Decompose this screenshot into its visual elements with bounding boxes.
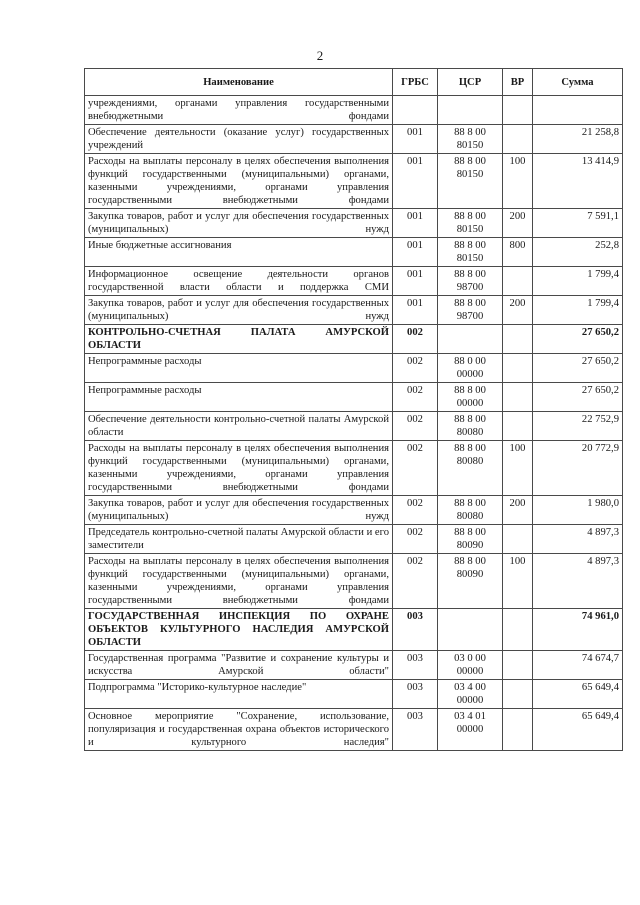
table-row [85,238,623,267]
cell-vr [503,325,533,354]
cell-vr [503,651,533,680]
cell-csr: 88 8 00 80080 [438,496,503,525]
table-row [85,441,623,496]
cell-name: Закупка товаров, работ и услуг для обеспечения государственных (муниципальных) нужд [85,209,393,238]
cell-sum: 1 799,4 [533,296,623,325]
cell-csr [438,96,503,125]
table-row [85,609,623,651]
table-row [85,154,623,209]
table-row [85,651,623,680]
cell-vr: 100 [503,554,533,609]
cell-grbs: 001 [393,125,438,154]
table-row [85,267,623,296]
cell-vr: 100 [503,441,533,496]
cell-name: Председатель контрольно-счетной палаты Амурской области и его заместители [85,525,393,554]
cell-name: Непрограммные расходы [85,354,393,383]
cell-name: Иные бюджетные ассигнования [85,238,393,267]
cell-grbs: 003 [393,651,438,680]
cell-csr: 88 8 00 80090 [438,554,503,609]
cell-csr: 88 8 00 80090 [438,525,503,554]
cell-grbs: 001 [393,209,438,238]
cell-vr [503,267,533,296]
cell-sum: 252,8 [533,238,623,267]
table-body [85,96,623,751]
cell-name: Закупка товаров, работ и услуг для обеспечения государственных (муниципальных) нужд [85,296,393,325]
cell-grbs: 002 [393,325,438,354]
table-row [85,554,623,609]
cell-name: Закупка товаров, работ и услуг для обеспечения государственных (муниципальных) нужд [85,496,393,525]
cell-csr: 88 8 00 80080 [438,412,503,441]
cell-grbs: 003 [393,709,438,751]
cell-sum: 74 674,7 [533,651,623,680]
table-row [85,296,623,325]
cell-grbs: 002 [393,496,438,525]
cell-vr [503,609,533,651]
cell-csr: 88 8 00 80150 [438,125,503,154]
cell-csr: 88 8 00 80150 [438,238,503,267]
cell-sum: 27 650,2 [533,354,623,383]
cell-sum: 20 772,9 [533,441,623,496]
cell-sum: 4 897,3 [533,525,623,554]
cell-name: Расходы на выплаты персоналу в целях обеспечения выполнения функций государственными (муниципальными) органами, казенными учреждениями, органами управления государственными внебюджетными фондами [85,154,393,209]
cell-name: Обеспечение деятельности контрольно-счетной палаты Амурской области [85,412,393,441]
page-number: 2 [316,48,324,63]
cell-grbs: 001 [393,267,438,296]
cell-vr [503,383,533,412]
cell-grbs: 002 [393,554,438,609]
cell-sum: 65 649,4 [533,709,623,751]
cell-name: учреждениями, органами управления государственными внебюджетными фондами [85,96,393,125]
cell-grbs: 001 [393,238,438,267]
cell-name: Информационное освещение деятельности органов государственной власти области и поддержка СМИ [85,267,393,296]
cell-grbs: 002 [393,525,438,554]
cell-csr: 88 8 00 00000 [438,383,503,412]
cell-name: Подпрограмма "Историко-культурное наследие" [85,680,393,709]
cell-csr: 88 8 00 98700 [438,267,503,296]
budget-table [84,68,623,751]
header-csr: ЦСР [438,69,503,96]
cell-name: Основное мероприятие "Сохранение, использование, популяризация и государственная охрана объектов исторического и культурного наследия" [85,709,393,751]
table-row [85,709,623,751]
cell-csr: 03 0 00 00000 [438,651,503,680]
header-sum: Сумма [533,69,623,96]
cell-vr: 200 [503,209,533,238]
cell-grbs: 002 [393,354,438,383]
cell-vr [503,709,533,751]
cell-csr: 88 0 00 00000 [438,354,503,383]
cell-vr [503,125,533,154]
cell-name: Обеспечение деятельности (оказание услуг) государственных учреждений [85,125,393,154]
table-row [85,325,623,354]
cell-sum: 22 752,9 [533,412,623,441]
cell-name: Непрограммные расходы [85,383,393,412]
cell-grbs: 003 [393,609,438,651]
table-row [85,496,623,525]
cell-csr: 88 8 00 80080 [438,441,503,496]
cell-grbs: 001 [393,296,438,325]
header-name: Наименование [85,69,393,96]
cell-vr: 200 [503,296,533,325]
table-row [85,412,623,441]
cell-name: Расходы на выплаты персоналу в целях обеспечения выполнения функций государственными (муниципальными) органами, казенными учреждениями, органами управления государственными внебюджетными фондами [85,441,393,496]
cell-sum: 27 650,2 [533,325,623,354]
cell-csr [438,325,503,354]
cell-vr [503,680,533,709]
cell-sum: 1 980,0 [533,496,623,525]
cell-vr [503,412,533,441]
cell-csr: 88 8 00 80150 [438,154,503,209]
cell-name: Государственная программа "Развитие и сохранение культуры и искусства Амурской области" [85,651,393,680]
table-row [85,680,623,709]
cell-sum: 13 414,9 [533,154,623,209]
cell-grbs: 002 [393,383,438,412]
table-header-row [85,69,623,96]
cell-grbs [393,96,438,125]
cell-grbs: 002 [393,441,438,496]
cell-csr: 03 4 01 00000 [438,709,503,751]
cell-sum: 65 649,4 [533,680,623,709]
cell-name: ГОСУДАРСТВЕННАЯ ИНСПЕКЦИЯ ПО ОХРАНЕ ОБЪЕКТОВ КУЛЬТУРНОГО НАСЛЕДИЯ АМУРСКОЙ ОБЛАСТИ [85,609,393,651]
cell-sum: 7 591,1 [533,209,623,238]
table-row [85,125,623,154]
cell-csr: 88 8 00 98700 [438,296,503,325]
cell-sum: 4 897,3 [533,554,623,609]
cell-grbs: 003 [393,680,438,709]
cell-grbs: 001 [393,154,438,209]
cell-vr: 200 [503,496,533,525]
table-row [85,383,623,412]
table-row [85,354,623,383]
table-row [85,209,623,238]
table-row [85,96,623,125]
cell-csr: 03 4 00 00000 [438,680,503,709]
cell-sum: 21 258,8 [533,125,623,154]
header-grbs: ГРБС [393,69,438,96]
cell-csr: 88 8 00 80150 [438,209,503,238]
cell-sum: 27 650,2 [533,383,623,412]
cell-name: КОНТРОЛЬНО-СЧЕТНАЯ ПАЛАТА АМУРСКОЙ ОБЛАСТИ [85,325,393,354]
cell-vr [503,96,533,125]
cell-name: Расходы на выплаты персоналу в целях обеспечения выполнения функций государственными (муниципальными) органами, казенными учреждениями, органами управления государственными внебюджетными фондами [85,554,393,609]
cell-grbs: 002 [393,412,438,441]
table-row [85,525,623,554]
cell-sum [533,96,623,125]
cell-vr: 100 [503,154,533,209]
cell-vr: 800 [503,238,533,267]
cell-sum: 74 961,0 [533,609,623,651]
cell-vr [503,354,533,383]
cell-sum: 1 799,4 [533,267,623,296]
header-vr: ВР [503,69,533,96]
cell-csr [438,609,503,651]
cell-vr [503,525,533,554]
